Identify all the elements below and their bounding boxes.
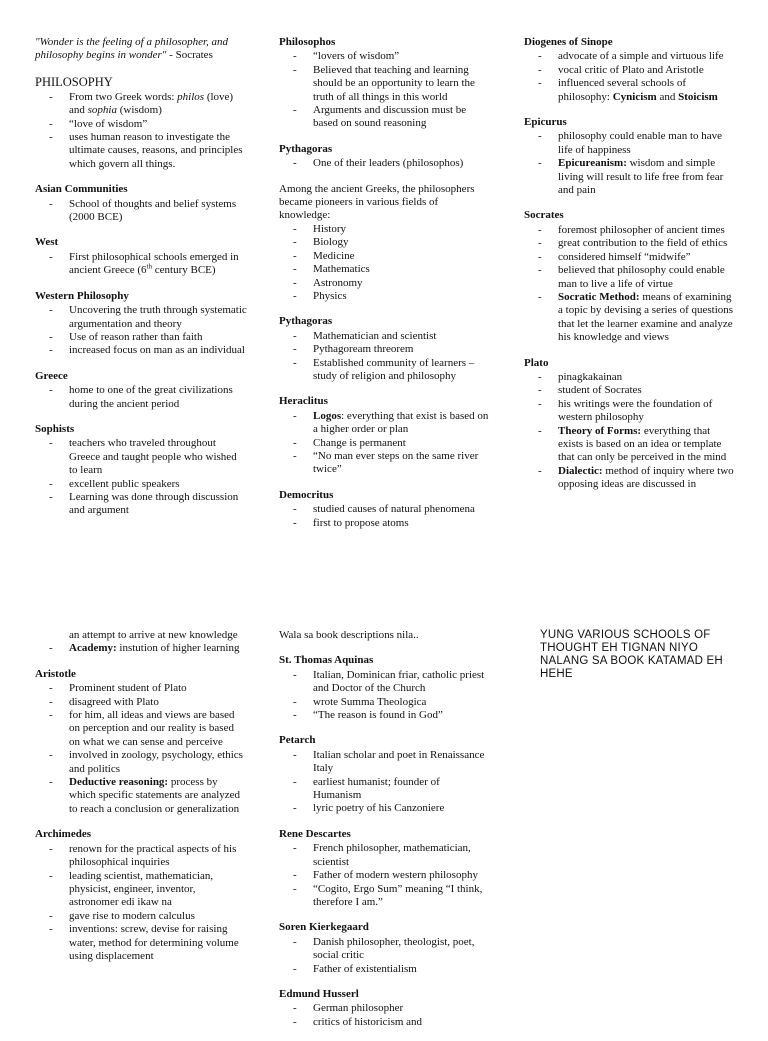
section-epicurus: [524, 116, 736, 197]
list-item: - leading scientist, mathematician, physicist, engineer, inventor, astronomer edi ikaw na: [35, 870, 247, 910]
list-item: - Change is permanent: [279, 437, 489, 450]
heading-petarch: Petarch: [279, 734, 316, 747]
list-item: - Italian, Dominican friar, catholic priest and Doctor of the Church: [279, 669, 489, 696]
list-item: - teachers who traveled throughout Greece and taught people who wished to learn: [35, 437, 247, 477]
list-item: - believed that philosophy could enable man to live a life of virtue: [524, 264, 736, 291]
list-item: - Established community of learners – study of religion and philosophy: [279, 357, 489, 384]
list-item: - for him, all ideas and views are based on perception and our reality is based on what we can sense and perceive: [35, 709, 247, 749]
section-plato-continued: [35, 629, 247, 656]
heading-philosophy: PHILOSOPHY: [35, 74, 113, 89]
page2-column-1: [35, 629, 247, 975]
list-item: - Deductive reasoning: process by which specific statements are analyzed to reach a conclusion or generalization: [35, 776, 247, 816]
list-item: - From two Greek words: philos (love) and sophia (wisdom): [35, 91, 247, 118]
section-diogenes: [524, 36, 736, 104]
list-item: - Mathematician and scientist: [279, 330, 489, 343]
list-item: - “love of wisdom”: [35, 118, 247, 131]
page1-column-3: [524, 36, 736, 504]
section-aquinas: [279, 654, 489, 722]
list-item: - French philosopher, mathematician, scientist: [279, 842, 489, 869]
list-item: - gave rise to modern calculus: [35, 910, 247, 923]
list-item: - Dialectic: method of inquiry where two opposing ideas are discussed in: [524, 465, 736, 492]
list-item: - advocate of a simple and virtuous life: [524, 50, 736, 63]
page1-column-1: [35, 36, 247, 530]
list-item: - “No man ever steps on the same river twice”: [279, 450, 489, 477]
list-item: - Biology: [279, 236, 489, 249]
list-item: - Uncovering the truth through systematic argumentation and theory: [35, 304, 247, 331]
list-item: - Mathematics: [279, 263, 489, 276]
list-item: - Theory of Forms: everything that exists is based on an idea or template that can only be perceived in the mind: [524, 425, 736, 465]
section-pythagoras-2: [279, 315, 489, 383]
socrates-quote: "Wonder is the feeling of a philosopher, and philosophy begins in wonder" - Socrates: [35, 36, 229, 62]
heading-asian-communities: Asian Communities: [35, 183, 128, 196]
heading-west: West: [35, 236, 59, 249]
list-item: - home to one of the great civilizations during the ancient period: [35, 384, 247, 411]
heading-western-philosophy: Western Philosophy: [35, 289, 129, 302]
section-petarch: [279, 734, 489, 815]
section-western-philosophy: [35, 290, 247, 358]
list-item: - Academy: instution of higher learning: [35, 642, 247, 655]
list-item: - considered himself “midwife”: [524, 251, 736, 264]
list-item: - Use of reason rather than faith: [35, 331, 247, 344]
list-item: - involved in zoology, psychology, ethics and politics: [35, 749, 247, 776]
list-item: - Logos: everything that exist is based on a higher order or plan: [279, 410, 489, 437]
list-item: - Believed that teaching and learning should be an opportunity to learn the truth of all things in this world: [279, 64, 489, 104]
page1-column-2: [279, 36, 489, 542]
section-descartes: [279, 828, 489, 909]
list-item: - inventions: screw, devise for raising water, method for determining volume using displacement: [35, 923, 247, 963]
section-west: [35, 236, 247, 277]
list-item: - renown for the practical aspects of his philosophical inquiries: [35, 843, 247, 870]
list-item: - uses human reason to investigate the ultimate causes, reasons, and principles which govern all things.: [35, 131, 247, 171]
heading-greece: Greece: [35, 369, 68, 382]
list-item: - Pythagoream threorem: [279, 343, 489, 356]
heading-kierkegaard: Soren Kierkegaard: [279, 921, 369, 934]
section-socrates: [524, 209, 736, 344]
list-item-continued: an attempt to arrive at new knowledge: [69, 629, 238, 641]
heading-descartes: Rene Descartes: [279, 827, 351, 840]
list-item: - “The reason is found in God”: [279, 709, 489, 722]
list-item: - foremost philosopher of ancient times: [524, 224, 736, 237]
list-item: - great contribution to the field of ethics: [524, 237, 736, 250]
list-item: - student of Socrates: [524, 384, 736, 397]
heading-husserl: Edmund Husserl: [279, 987, 359, 1000]
section-democritus: [279, 489, 489, 530]
list-item: - first to propose atoms: [279, 517, 489, 530]
heading-sophists: Sophists: [35, 422, 75, 435]
note-no-descriptions: Wala sa book descriptions nila..: [279, 629, 419, 641]
section-sophists: [35, 423, 247, 518]
list-item: - Medicine: [279, 250, 489, 263]
heading-diogenes: Diogenes of Sinope: [524, 36, 613, 48]
list-item: - Epicureanism: wisdom and simple living will result to life free from fear and pain: [524, 157, 736, 197]
heading-pythagoras: Pythagoras: [279, 315, 333, 328]
heading-plato: Plato: [524, 356, 549, 369]
section-ancient-greeks-fields: [279, 183, 489, 304]
list-item: - Father of existentialism: [279, 963, 489, 976]
list-item: - Learning was done through discussion and argument: [35, 491, 247, 518]
list-item: - increased focus on man as an individual: [35, 344, 247, 357]
list-item: - “lovers of wisdom”: [279, 50, 489, 63]
list-item: - Prominent student of Plato: [35, 682, 247, 695]
heading-democritus: Democritus: [279, 488, 334, 501]
list-item: - critics of historicism and: [279, 1016, 489, 1029]
list-item: - philosophy could enable man to have life of happiness: [524, 130, 736, 157]
list-item: - One of their leaders (philosophos): [279, 157, 489, 170]
list-item: - History: [279, 223, 489, 236]
list-item: - Danish philosopher, theologist, poet, social critic: [279, 936, 489, 963]
heading-archimedes: Archimedes: [35, 828, 92, 841]
list-item: - pinagkakainan: [524, 371, 736, 384]
list-item: - excellent public speakers: [35, 478, 247, 491]
page2-column-3: [540, 629, 740, 681]
list-item: - influenced several schools of philosophy: Cynicism and Stoicism: [524, 77, 736, 104]
section-philosophy: [35, 75, 247, 171]
list-item: - disagreed with Plato: [35, 696, 247, 709]
section-husserl: [279, 988, 489, 1029]
section-asian-communities: [35, 183, 247, 224]
heading-aristotle: Aristotle: [35, 667, 76, 680]
list-item: - German philosopher: [279, 1002, 489, 1015]
list-item: - Physics: [279, 290, 489, 303]
page2-column-2: [279, 629, 489, 1041]
list-item: - School of thoughts and belief systems (2000 BCE): [35, 198, 247, 225]
list-item: - Father of modern western philosophy: [279, 869, 489, 882]
list-item: - vocal critic of Plato and Aristotle: [524, 64, 736, 77]
section-pythagoras-1: [279, 143, 489, 171]
section-greece: [35, 370, 247, 411]
list-item: - wrote Summa Theologica: [279, 696, 489, 709]
list-item: - studied causes of natural phenomena: [279, 503, 489, 516]
section-aristotle: [35, 668, 247, 816]
paragraph-ancient-greeks: Among the ancient Greeks, the philosophers became pioneers in various fields of knowledge:: [279, 182, 475, 222]
list-item: - Italian scholar and poet in Renaissance Italy: [279, 749, 489, 776]
section-kierkegaard: [279, 921, 489, 976]
section-archimedes: [35, 828, 247, 963]
heading-aquinas: St. Thomas Aquinas: [279, 654, 374, 667]
section-heraclitus: [279, 395, 489, 476]
list-item: - earliest humanist; founder of Humanism: [279, 776, 489, 803]
heading-pythagoras: Pythagoras: [279, 142, 333, 155]
list-item: - Arguments and discussion must be based on sound reasoning: [279, 104, 489, 131]
note-schools-of-thought: YUNG VARIOUS SCHOOLS OF THOUGHT EH TIGNAN NIYO NALANG SA BOOK KATAMAD EH HEHE: [540, 629, 723, 680]
list-item: - “Cogito, Ergo Sum” meaning “I think, therefore I am.”: [279, 883, 489, 910]
section-philosophos: [279, 36, 489, 131]
list-item: - Astronomy: [279, 277, 489, 290]
list-item: - First philosophical schools emerged in ancient Greece (6th century BCE): [35, 251, 247, 278]
heading-socrates: Socrates: [524, 209, 564, 222]
list-item: - Socratic Method: means of examining a topic by devising a series of questions that let the learner examine and analyze his knowledge and views: [524, 291, 736, 345]
heading-philosophos: Philosophos: [279, 36, 336, 48]
list-item: - lyric poetry of his Canzoniere: [279, 802, 489, 815]
section-plato: [524, 357, 736, 492]
heading-heraclitus: Heraclitus: [279, 395, 328, 408]
heading-epicurus: Epicurus: [524, 116, 567, 129]
list-item: - his writings were the foundation of western philosophy: [524, 398, 736, 425]
